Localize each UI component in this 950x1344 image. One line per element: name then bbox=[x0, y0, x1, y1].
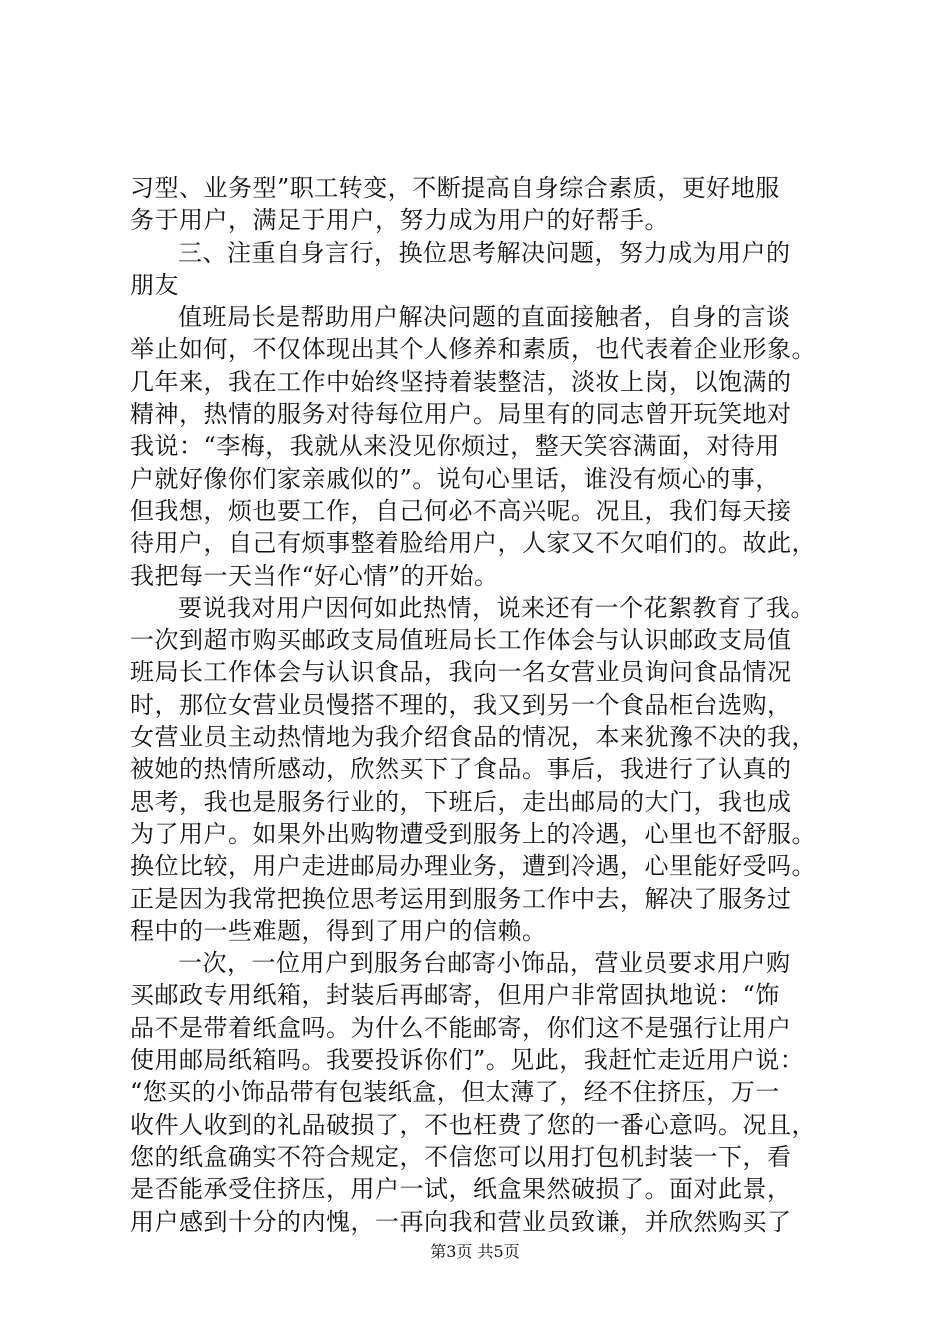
text-line: 买邮政专用纸箱，封装后再邮寄，但用户非常固执地说：“饰 bbox=[130, 981, 780, 1010]
text-line: 用户感到十分的内愧，一再向我和营业员致谦，并欣然购买了 bbox=[130, 1207, 792, 1236]
page-footer: 第3页 共5页 bbox=[430, 1242, 520, 1261]
text-line: 习型、业务型”职工转变，不断提高自身综合素质，更好地服 bbox=[130, 174, 780, 202]
text-line: 一次到超市购买邮政支局值班局长工作体会与认识邮政支局值 bbox=[130, 626, 792, 655]
text-line: 使用邮局纸箱吗。我要投诉你们”。见此，我赶忙走近用户说： bbox=[130, 1046, 805, 1075]
text-line: 举止如何，不仅体现出其个人修养和素质，也代表着企业形象。 bbox=[130, 335, 816, 364]
text-line: 您的纸盒确实不符合规定，不信您可以用打包机封装一下，看 bbox=[130, 1142, 792, 1171]
text-line: 是否能承受住挤压，用户一试，纸盒果然破损了。面对此景， bbox=[130, 1175, 792, 1204]
text-line: 程中的一些难题，得到了用户的信赖。 bbox=[130, 916, 547, 945]
text-line: 要说我对用户因何如此热情，说来还有一个花絮教育了我。 bbox=[178, 593, 815, 622]
text-line: 务于用户，满足于用户，努力成为用户的好帮手。 bbox=[130, 206, 669, 235]
text-line: “您买的小饰品带有包装纸盒，但太薄了，经不住挤压，万一 bbox=[130, 1078, 780, 1107]
text-line: 户就好像你们家亲戚似的”。说句心里话，谁没有烦心的事， bbox=[130, 464, 780, 493]
text-line: 女营业员主动热情地为我介绍食品的情况，本来犹豫不决的我， bbox=[130, 723, 816, 752]
text-line: 三、注重自身言行，换位思考解决问题，努力成为用户的 bbox=[178, 238, 791, 267]
text-line: 时，那位女营业员慢搭不理的，我又到另一个食品柜台选购， bbox=[130, 690, 792, 719]
text-line: 我说：“李梅，我就从来没见你烦过，整天笑容满面，对待用 bbox=[130, 432, 780, 461]
text-line: 为了用户。如果外出购物遭受到服务上的冷遇，心里也不舒服。 bbox=[130, 819, 816, 848]
text-line: 待用户，自己有烦事整着脸给用户，人家又不欠咱们的。故此， bbox=[130, 529, 816, 558]
text-line: 我把每一天当作“好心情”的开始。 bbox=[130, 561, 499, 590]
text-line: 被她的热情所感动，欣然买下了食品。事后，我进行了认真的 bbox=[130, 755, 792, 784]
text-line: 思考，我也是服务行业的，下班后，走出邮局的大门，我也成 bbox=[130, 787, 792, 816]
text-line: 换位比较，用户走进邮局办理业务，遭到冷遇，心里能好受吗。 bbox=[130, 852, 816, 881]
document-body bbox=[130, 172, 830, 1238]
text-line: 值班局长是帮助用户解决问题的直面接触者，自身的言谈 bbox=[178, 303, 791, 332]
text-line: 正是因为我常把换位思考运用到服务工作中去，解决了服务过 bbox=[130, 884, 792, 913]
text-line: 但我想，烦也要工作，自己何必不高兴呢。况且，我们每天接 bbox=[130, 496, 792, 525]
text-line: 几年来，我在工作中始终坚持着装整洁，淡妆上岗，以饱满的 bbox=[130, 367, 792, 396]
text-line: 收件人收到的礼品破损了，不也枉费了您的一番心意吗。况且， bbox=[130, 1110, 816, 1139]
text-line: 品不是带着纸盒吗。为什么不能邮寄，你们这不是强行让用户 bbox=[130, 1013, 792, 1042]
text-line: 朋友 bbox=[130, 270, 179, 299]
text-line: 一次，一位用户到服务台邮寄小饰品，营业员要求用户购 bbox=[178, 949, 791, 978]
text-line: 精神，热情的服务对待每位用户。局里有的同志曾开玩笑地对 bbox=[130, 400, 792, 429]
text-line: 班局长工作体会与认识食品，我向一名女营业员询问食品情况 bbox=[130, 658, 792, 687]
